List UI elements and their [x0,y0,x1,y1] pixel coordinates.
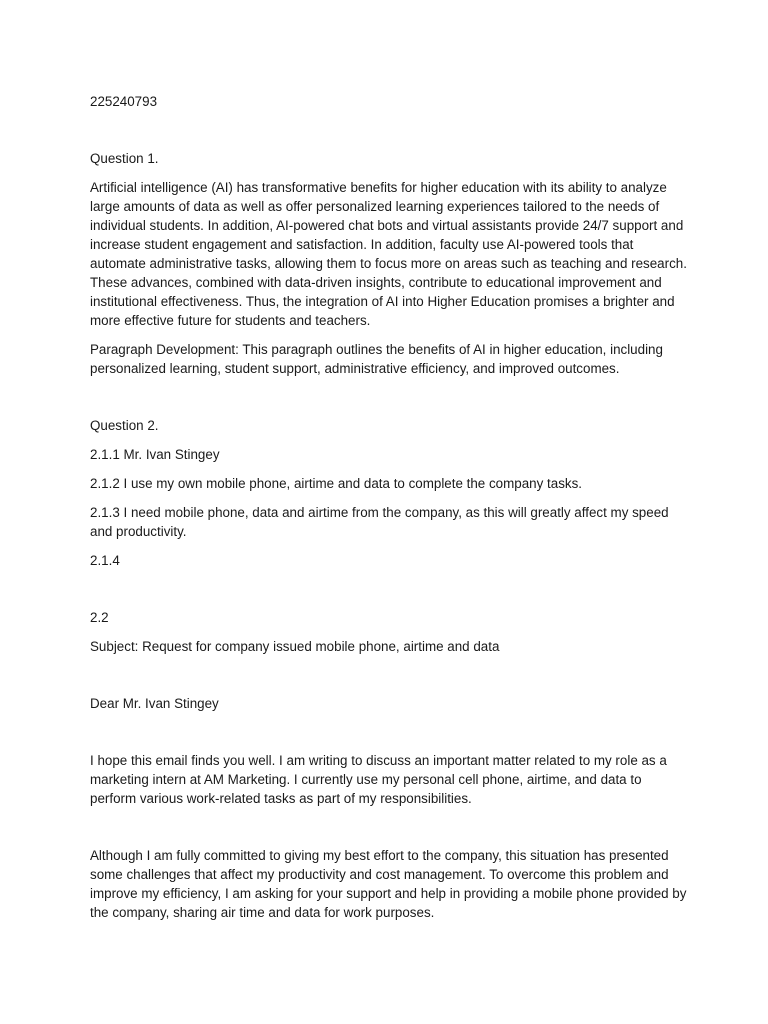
question-2-heading: Question 2. [90,418,159,433]
question-1-paragraph: Artificial intelligence (AI) has transformative benefits for higher education with its ability to analyze large amounts of data as well as offer personalized learning experiences tailored to the needs of individual students. In addition, AI-powered chat bots and virtual assistants provide 24/7 support and increase student engagement and satisfaction. In addition, faculty use AI-powered tools that automate administrative tasks, allowing them to focus more on areas such as teaching and research. These advances, combined with data-driven insights, contribute to educational improvement and institutional effectiveness. Thus, the integration of AI into Higher Education promises a brighter and more effective future for students and teachers. [90,180,687,328]
paragraph-development: Paragraph Development: This paragraph outlines the benefits of AI in higher education, including personalized learning, student support, administrative efficiency, and improved outcomes. [90,342,663,376]
document-body [90,92,690,922]
answer-2-1-3: 2.1.3 I need mobile phone, data and airtime from the company, as this will greatly affect my speed and productivity. [90,505,669,539]
answer-2-1-1: 2.1.1 Mr. Ivan Stingey [90,447,220,462]
student-id: 225240793 [90,94,158,109]
question-1-heading: Question 1. [90,151,159,166]
email-salutation: Dear Mr. Ivan Stingey [90,696,219,711]
email-body-paragraph-2: Although I am fully committed to giving my best effort to the company, this situation has presented some challenges that affect my productivity and cost management. To overcome this problem and improve my efficiency, I am asking for your support and help in providing a mobile phone provided by the company, sharing air time and data for work purposes. [90,848,687,920]
email-body-paragraph-1: I hope this email finds you well. I am writing to discuss an important matter related to my role as a marketing intern at AM Marketing. I currently use my personal cell phone, airtime, and data to perform various work-related tasks as part of my responsibilities. [90,753,667,806]
answer-2-1-4: 2.1.4 [90,553,120,568]
answer-2-1-2: 2.1.2 I use my own mobile phone, airtime and data to complete the company tasks. [90,476,583,491]
section-2-2-label: 2.2 [90,610,109,625]
email-subject: Subject: Request for company issued mobile phone, airtime and data [90,639,500,654]
